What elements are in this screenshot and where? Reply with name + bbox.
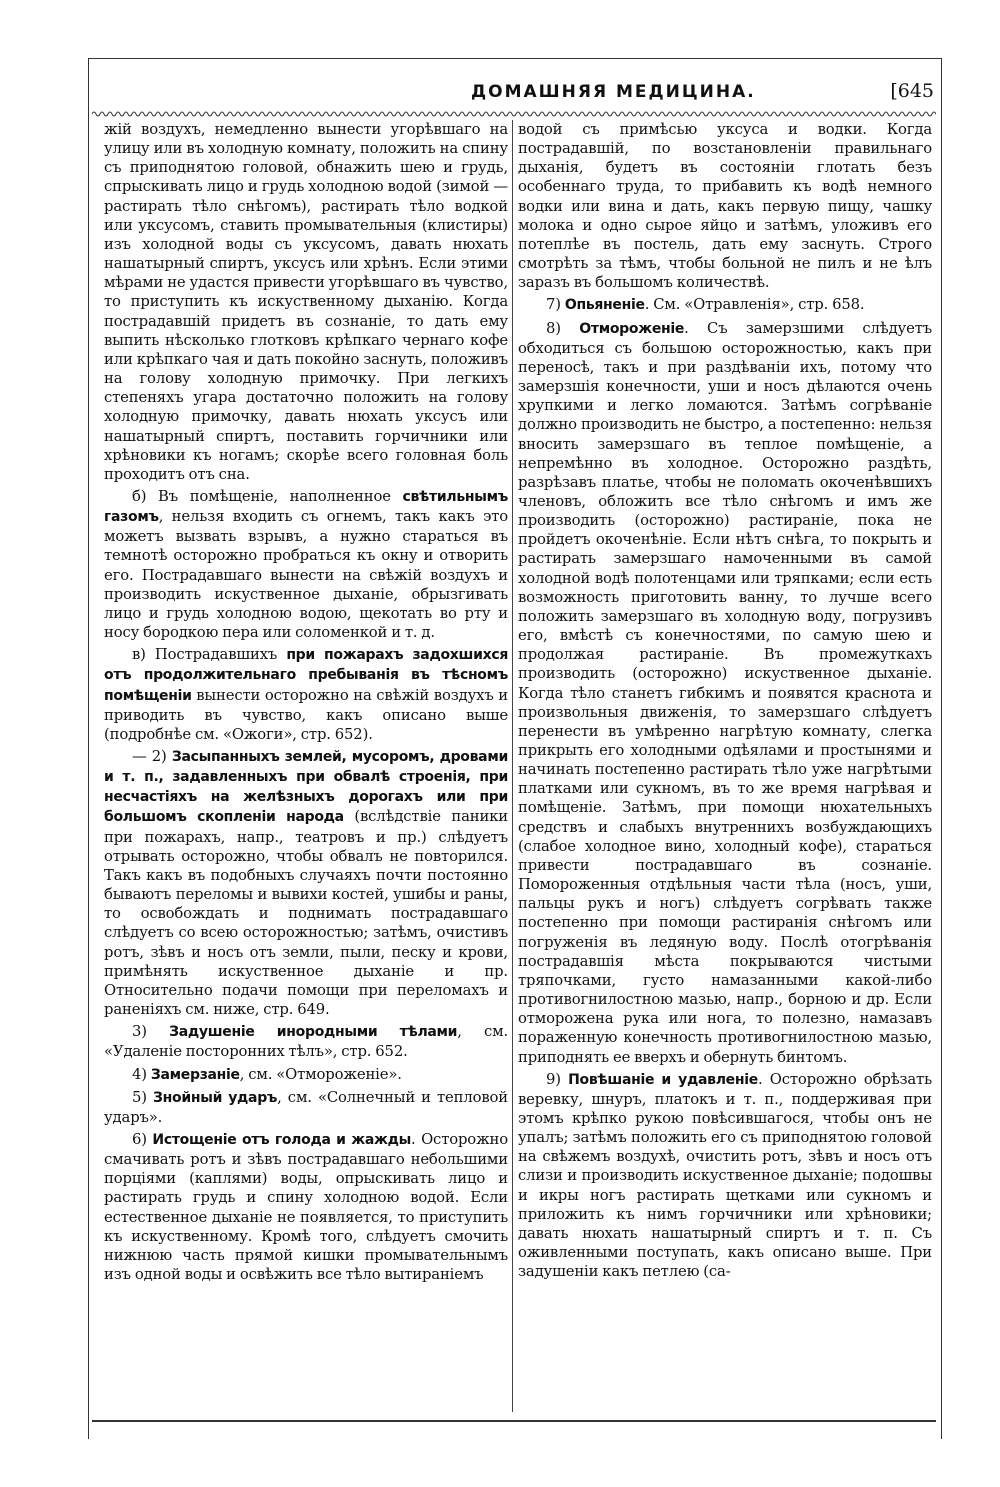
paragraph: 6) Истощеніе отъ голода и жажды. Осторожно смачивать ротъ и зѣвъ пострадавшаго небольшими порціями (каплями) воды, опрыскивать лицо и растирать грудь и спину холодною водой. Если естественное дыханіе не появляется, то приступить къ искуственному. Кромѣ того, слѣдуетъ смочить нижнюю часть прямой кишки промывательнымъ изъ одной воды и освѣжить все тѣло вытираніемъ (104, 1130, 509, 1284)
page-number: [645 (890, 80, 934, 102)
paragraph: 8) Отмороженіе. Съ замерзшими слѣдуетъ обходиться съ большою осторожностью, какъ при переносѣ, такъ и при раздѣваніи ихъ, потому что замерзшія конечности, уши и носъ дѣлаются очень хрупкими и легко ломаются. Затѣмъ согрѣваніе должно производить не быстро, а постепенно: нельзя вносить замерзшаго въ теплое помѣщеніе, а непремѣнно въ холодное. Осторожно раздѣть, разрѣзавъ платье, чтобы не поломать окоченѣвшихъ членовъ, обложить все тѣло снѣгомъ и имъ же производить (осторожно) растираніе, пока не пройдетъ окоченѣніе. Если нѣтъ снѣга, то покрыть и растирать замерзшаго намоченными въ самой холодной водѣ полотенцами или тряпками; если есть возможность приготовить ванну, то лучше всего положить замерзшаго въ холодную воду, погрузивъ его, вмѣстѣ съ конечностями, по самую шею и продолжая растираніе. Въ промежуткахъ производить (осторожно) искуственное дыханіе. Когда тѣло станетъ гибкимъ и появятся краснота и произвольныя движенія, то замерзшаго слѣдуетъ перенести въ умѣренно нагрѣтую комнату, слегка прикрыть его холодными одѣялами и простынями и начинать постепенно растирать тѣло уже нагрѣтыми платками или сукномъ, въ то же время нагрѣвая и помѣщеніе. Затѣмъ, при помощи нюхательныхъ средствъ и слабыхъ внутреннихъ возбуждающихъ (слабое холодное вино, холодный кофе), стараться привести пострадавшаго въ сознаніе. Помороженныя отдѣльныя части тѣла (носъ, уши, пальцы рукъ и ногъ) слѣдуетъ согрѣвать также постепенно при помощи растиранія снѣгомъ или погруженія въ ледяную воду. Послѣ отогрѣванія пострадавшія мѣста покрываются чистыми тряпочками, густо намазанными какой-либо противогнилостною мазью, напр., борною и др. Если отморожена рука или нога, то полезно, намазавъ пораженную конечность противогнилостною мазью, приподнять ее вверхъ и обернуть бинтомъ. (518, 319, 933, 1066)
paragraph: 9) Повѣшаніе и удавленіе. Осторожно обрѣзать веревку, шнуръ, платокъ и т. п., поддерживая при этомъ крѣпко рукою повѣсившагося, чтобы онъ не упалъ; затѣмъ положить его съ приподнятою головой на свѣжемъ воздухѣ, очистить ротъ, зѣвъ и носъ отъ слизи и производить искуственное дыханіе; подошвы и икры ногъ растирать щетками или сукномъ и приложить къ нимъ горчичники или хрѣновики; давать нюхать нашатырный спиртъ и т. п. Съ оживленными поступать, какъ описано выше. При задушеніи какъ петлею (са- (518, 1070, 932, 1281)
paragraph: водой съ примѣсью уксуса и водки. Когда пострадавшій, по возстановленіи правильнаго дыханія, будетъ въ состояніи глотать безъ особеннаго труда, то прибавить къ водѣ немного водки или вина и дать, какъ первую пищу, чашку молока и одно сырое яйцо и затѣмъ, уложивъ его потеплѣе въ постель, дать ему заснуть. Строго смотрѣть за тѣмъ, чтобы больной не пилъ и не ѣлъ заразъ въ большомъ количествѣ. (518, 121, 932, 292)
paragraph: б) Въ помѣщеніе, наполненное свѣтильнымъ газомъ, нельзя входить съ огнемъ, такъ какъ это можетъ вызвать взрывъ, а нужно стараться въ темнотѣ осторожно пробраться къ окну и отворить его. Пострадавшаго вынести на свѣжій воздухъ и производить искуственное дыханіе, обрызгивать лицо и грудь холодною водою, щекотать во рту и носу бородкою пера или соломенкой и т. д. (104, 487, 508, 642)
column-divider (512, 120, 513, 1412)
page-header (88, 82, 940, 108)
paragraph: жій воздухъ, немедленно вынести угорѣвшаго на улицу или въ холодную комнату, положить на спину съ приподнятою головой, обнажить шею и грудь, спрыскивать лицо и грудь холодною водой (зимой — растирать тѣло снѣгомъ), растирать тѣло водкой или уксусомъ, ставить промывательныя (клистиры) изъ холодной воды съ уксусомъ, давать нюхать нашатырный спиртъ, уксусъ или хрѣнъ. Если этими мѣрами не удастся привести угорѣвшаго въ чувство, то приступить къ искуственному дыханію. Когда пострадавшій придетъ въ сознаніе, то дать ему выпить нѣсколько глотковъ крѣпкаго чернаго кофе или крѣпкаго чая и дать покойно заснуть, положивъ на голову холодную примочку. При легкихъ степеняхъ угара достаточно положить на голову холодную примочку, давать нюхать уксусъ или нашатырный спиртъ, поставить горчичники или хрѣновики къ ногамъ; скорѣе всего головная боль проходитъ отъ сна. (104, 121, 508, 483)
paragraph: 4) Замерзаніе, см. «Отмороженіе». (132, 1065, 402, 1083)
paragraph: — 2) Засыпанныхъ землей, мусоромъ, дровами и т. п., задавленныхъ при обвалѣ строенія, при несчастіяхъ на желѣзныхъ дорогахъ или при большомъ скопленіи народа (вслѣдствіе паники при пожарахъ, напр., театровъ и пр.) слѣдуетъ отрывать осторожно, чтобы обвалъ не повторился. Такъ какъ въ подобныхъ случаяхъ почти постоянно бываютъ переломы и вывихи костей, ушибы и раны, то освобождать и поднимать пострадавшаго слѣдуетъ со всею осторожностью; затѣмъ, очистивъ ротъ, зѣвъ и носъ отъ земли, пыли, песку и крови, примѣнять искуственное дыханіе и пр. Относительно подачи помощи при переломахъ и раненіяхъ см. ниже, стр. 649. (104, 748, 509, 1019)
paragraph: 7) Опьяненіе. См. «Отравленія», стр. 658. (546, 296, 865, 314)
paragraph: в) Пострадавшихъ при пожарахъ задохшихся отъ продолжительнаго пребыванія въ тѣсномъ помѣщеніи вынести осторожно на свѣжій воздухъ и приводить въ чувство, какъ описано выше (подробнѣе см. «Ожоги», стр. 652). (104, 646, 509, 743)
paragraph: 5) Знойный ударъ, см. «Солнечный и тепловой ударъ». (104, 1088, 508, 1126)
bottom-rule (92, 1420, 936, 1422)
right-column (518, 120, 932, 1284)
left-column (104, 120, 508, 1287)
wavy-rule (92, 109, 936, 119)
paragraph: 3) Задушеніе инородными тѣлами, см. «Удаленіе посторонних тѣлъ», стр. 652. (104, 1023, 509, 1061)
running-title: ДОМАШНЯЯ МЕДИЦИНА. (471, 82, 756, 102)
